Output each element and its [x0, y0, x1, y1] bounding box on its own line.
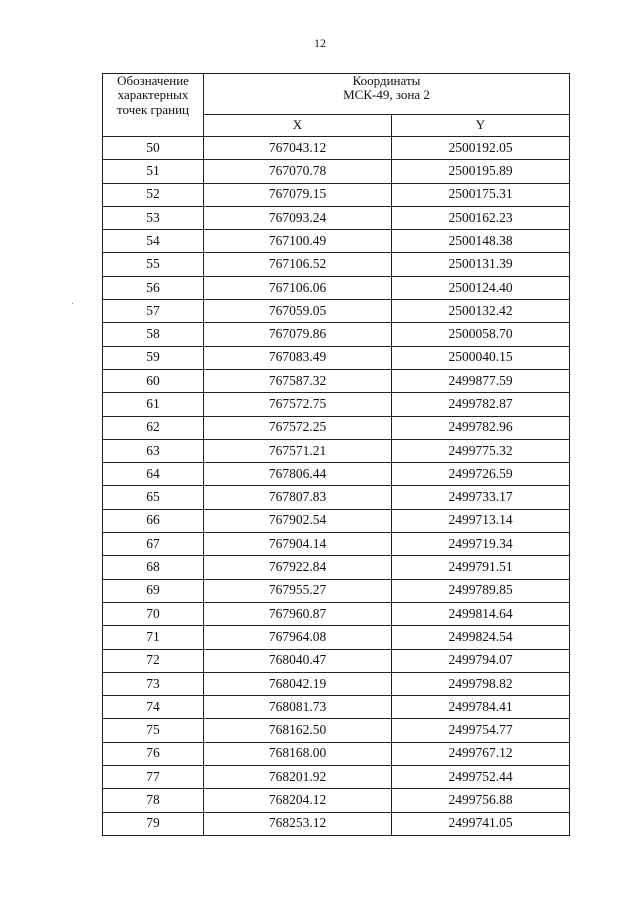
x-column-header: X	[204, 115, 392, 137]
x-cell: 767059.05	[204, 300, 392, 323]
point-cell: 52	[103, 183, 204, 206]
point-cell: 60	[103, 369, 204, 392]
point-cell: 59	[103, 346, 204, 369]
table-row	[103, 672, 570, 695]
table-row	[103, 509, 570, 532]
point-header-line: Обозначение	[117, 73, 189, 88]
x-cell: 767571.21	[204, 439, 392, 462]
table-row	[103, 253, 570, 276]
point-cell: 76	[103, 742, 204, 765]
y-cell: 2499726.59	[392, 463, 570, 486]
x-cell: 767572.75	[204, 393, 392, 416]
point-cell: 69	[103, 579, 204, 602]
x-cell: 767106.06	[204, 276, 392, 299]
scan-dot	[72, 303, 73, 304]
x-cell: 767960.87	[204, 602, 392, 625]
table-row	[103, 137, 570, 160]
table-row	[103, 696, 570, 719]
point-cell: 53	[103, 206, 204, 229]
x-cell: 767806.44	[204, 463, 392, 486]
y-cell: 2499877.59	[392, 369, 570, 392]
x-cell: 767083.49	[204, 346, 392, 369]
table-row	[103, 160, 570, 183]
y-cell: 2500124.40	[392, 276, 570, 299]
point-cell: 75	[103, 719, 204, 742]
x-cell: 767904.14	[204, 533, 392, 556]
table-row	[103, 579, 570, 602]
y-cell: 2499741.05	[392, 812, 570, 835]
y-cell: 2499733.17	[392, 486, 570, 509]
y-cell: 2499784.41	[392, 696, 570, 719]
x-cell: 767070.78	[204, 160, 392, 183]
point-cell: 73	[103, 672, 204, 695]
y-cell: 2500195.89	[392, 160, 570, 183]
point-cell: 63	[103, 439, 204, 462]
y-cell: 2499752.44	[392, 766, 570, 789]
y-cell: 2500131.39	[392, 253, 570, 276]
x-cell: 768168.00	[204, 742, 392, 765]
y-cell: 2499794.07	[392, 649, 570, 672]
x-cell: 767043.12	[204, 137, 392, 160]
point-cell: 56	[103, 276, 204, 299]
point-cell: 74	[103, 696, 204, 719]
x-cell: 767572.25	[204, 416, 392, 439]
table-row	[103, 626, 570, 649]
x-cell: 768204.12	[204, 789, 392, 812]
point-cell: 70	[103, 602, 204, 625]
point-cell: 55	[103, 253, 204, 276]
x-cell: 768081.73	[204, 696, 392, 719]
table-row	[103, 230, 570, 253]
point-header-line: характерных	[117, 87, 189, 103]
y-cell: 2499824.54	[392, 626, 570, 649]
point-cell: 72	[103, 649, 204, 672]
table-row	[103, 300, 570, 323]
coordinate-system: МСК-49, зона 2	[343, 87, 430, 103]
point-cell: 71	[103, 626, 204, 649]
y-cell: 2500148.38	[392, 230, 570, 253]
table-row	[103, 463, 570, 486]
y-cell: 2500162.23	[392, 206, 570, 229]
y-cell: 2500192.05	[392, 137, 570, 160]
x-cell: 768201.92	[204, 766, 392, 789]
y-cell: 2500175.31	[392, 183, 570, 206]
x-cell: 768042.19	[204, 672, 392, 695]
point-cell: 61	[103, 393, 204, 416]
y-cell: 2500058.70	[392, 323, 570, 346]
coordinates-table	[102, 73, 570, 836]
point-cell: 62	[103, 416, 204, 439]
table-row	[103, 812, 570, 835]
table-row	[103, 393, 570, 416]
point-cell: 58	[103, 323, 204, 346]
y-cell: 2499791.51	[392, 556, 570, 579]
point-cell: 54	[103, 230, 204, 253]
table-row	[103, 789, 570, 812]
y-cell: 2499814.64	[392, 602, 570, 625]
y-cell: 2499767.12	[392, 742, 570, 765]
x-cell: 767100.49	[204, 230, 392, 253]
y-cell: 2500040.15	[392, 346, 570, 369]
point-cell: 51	[103, 160, 204, 183]
coordinates-title: Координаты	[352, 73, 421, 88]
table-body	[103, 137, 570, 836]
page-number: 12	[314, 36, 326, 50]
table-row	[103, 556, 570, 579]
y-column-header: Y	[392, 115, 570, 137]
y-cell: 2499756.88	[392, 789, 570, 812]
table-row	[103, 533, 570, 556]
x-cell: 767079.15	[204, 183, 392, 206]
y-cell: 2499754.77	[392, 719, 570, 742]
table-row	[103, 486, 570, 509]
x-cell: 767093.24	[204, 206, 392, 229]
table-row	[103, 649, 570, 672]
point-cell: 66	[103, 509, 204, 532]
point-cell: 78	[103, 789, 204, 812]
point-header-line: точек границ	[116, 101, 190, 117]
table-row	[103, 183, 570, 206]
x-cell: 768040.47	[204, 649, 392, 672]
y-cell: 2499775.32	[392, 439, 570, 462]
point-cell: 57	[103, 300, 204, 323]
y-cell: 2499719.34	[392, 533, 570, 556]
table-row	[103, 323, 570, 346]
table-row	[103, 206, 570, 229]
y-cell: 2499782.96	[392, 416, 570, 439]
x-cell: 767922.84	[204, 556, 392, 579]
point-cell: 77	[103, 766, 204, 789]
x-cell: 767587.32	[204, 369, 392, 392]
table-row	[103, 602, 570, 625]
x-cell: 767902.54	[204, 509, 392, 532]
point-cell: 67	[103, 533, 204, 556]
x-cell: 768162.50	[204, 719, 392, 742]
table-row	[103, 276, 570, 299]
table-row	[103, 369, 570, 392]
x-cell: 767807.83	[204, 486, 392, 509]
y-cell: 2500132.42	[392, 300, 570, 323]
table-row	[103, 346, 570, 369]
table-row	[103, 742, 570, 765]
coordinates-header	[204, 74, 570, 115]
point-cell: 64	[103, 463, 204, 486]
table-row	[103, 439, 570, 462]
point-column-header	[103, 74, 204, 137]
y-cell: 2499782.87	[392, 393, 570, 416]
point-cell: 50	[103, 137, 204, 160]
y-cell: 2499713.14	[392, 509, 570, 532]
x-cell: 768253.12	[204, 812, 392, 835]
point-cell: 79	[103, 812, 204, 835]
table-row	[103, 719, 570, 742]
x-cell: 767964.08	[204, 626, 392, 649]
x-cell: 767106.52	[204, 253, 392, 276]
x-cell: 767079.86	[204, 323, 392, 346]
y-cell: 2499798.82	[392, 672, 570, 695]
x-cell: 767955.27	[204, 579, 392, 602]
point-cell: 65	[103, 486, 204, 509]
y-cell: 2499789.85	[392, 579, 570, 602]
table-row	[103, 766, 570, 789]
table-row	[103, 416, 570, 439]
table-header	[103, 74, 570, 137]
point-cell: 68	[103, 556, 204, 579]
